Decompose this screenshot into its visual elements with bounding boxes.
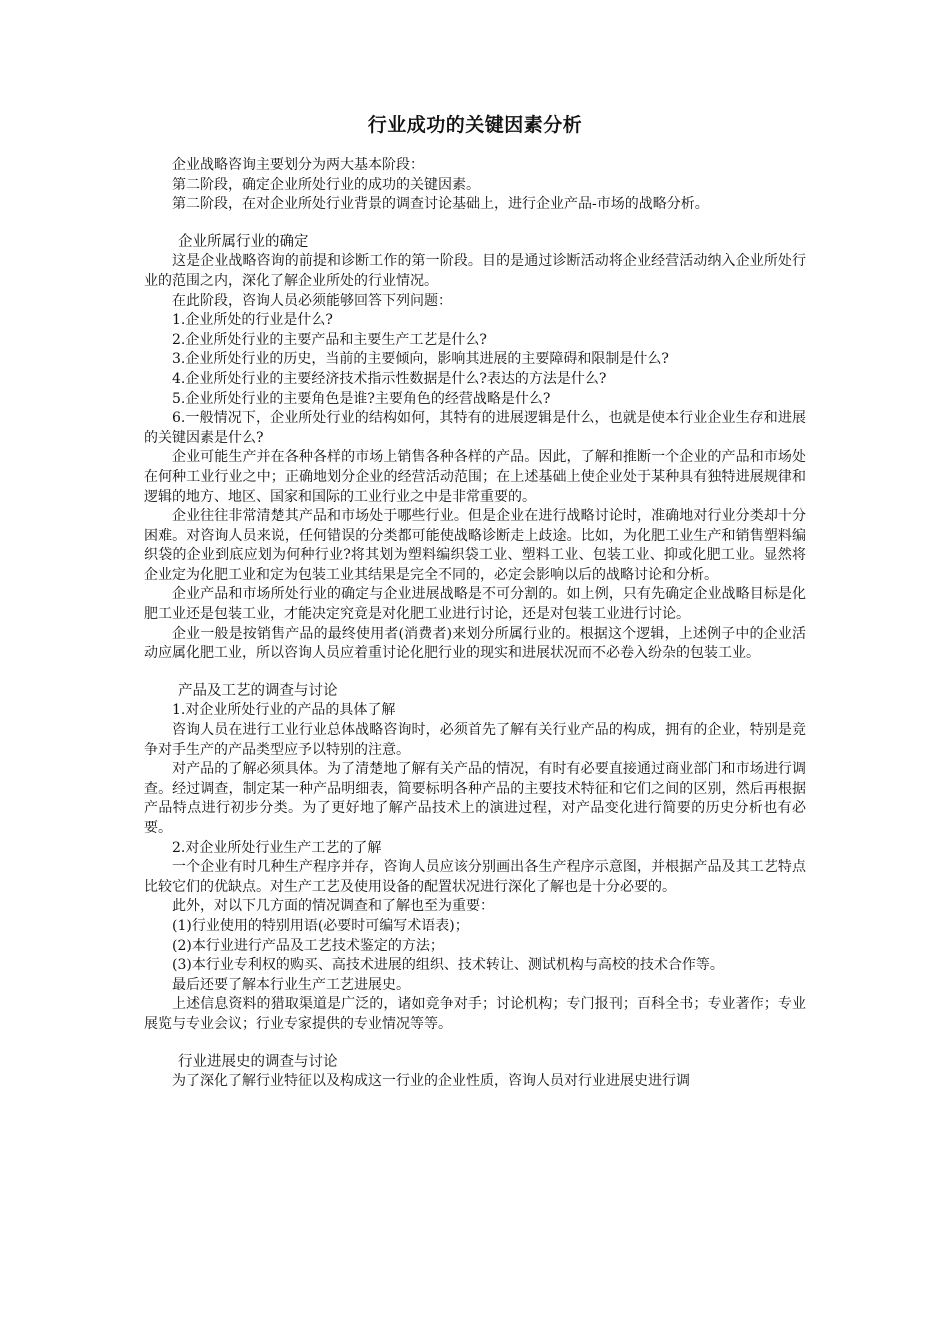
intro-line-2: 第二阶段，确定企业所处行业的成功的关键因素。 <box>172 176 480 193</box>
list-item: (3)本行业专利权的购买、高技术进展的组织、技术转让、测试机构与高校的技术合作等。 <box>172 957 724 974</box>
subheading: 1.对企业所处行业的产品的具体了解 <box>172 702 396 719</box>
paragraph: 此外，对以下几方面的情况调查和了解也至为重要： <box>172 898 494 915</box>
intro-line-3: 第二阶段，在对企业所处行业背景的调查讨论基础上，进行企业产品-市场的战略分析。 <box>172 196 709 213</box>
paragraph: 企业往往非常清楚其产品和市场处于哪些行业。但是企业在进行战略讨论时，准确地对行业分类却十分困难。对咨询人员来说，任何错误的分类都可能使战略诊断走上歧途。比如，为化肥工业生产和销售塑料编织袋的企业到底应划为何种行业?将其划为塑料编织袋工业、塑料工业、包装工业、抑或化肥工业。显然将企业定为化肥工业和定为包装工业其结果是完全不同的，必定会影响以后的战略讨论和分析。 <box>144 508 806 583</box>
section-heading: 企业所属行业的确定 <box>178 233 309 250</box>
paragraph: 为了深化了解行业特征以及构成这一行业的企业性质，咨询人员对行业进展史进行调 <box>172 1073 690 1090</box>
question-item: 4.企业所处行业的主要经济技术指示性数据是什么?表达的方法是什么? <box>172 370 607 387</box>
question-item: 1.企业所处的行业是什么? <box>172 312 333 329</box>
section-industry-definition <box>144 233 806 664</box>
question-item: 3.企业所处行业的历史，当前的主要倾向，影响其进展的主要障碍和限制是什么? <box>172 351 669 368</box>
section-heading: 行业进展史的调查与讨论 <box>178 1053 338 1070</box>
document-page <box>144 112 806 1092</box>
section-product-process <box>144 682 806 1035</box>
document-title: 行业成功的关键因素分析 <box>367 114 583 136</box>
paragraph: 上述信息资料的猎取渠道是广泛的，诸如竞争对手；讨论机构；专门报刊；百科全书；专业著作；专业展览与专业会议；行业专家提供的专业情况等等。 <box>144 996 806 1032</box>
section-industry-history <box>144 1053 806 1092</box>
intro-line-1: 企业战略咨询主要划分为两大基本阶段： <box>172 157 424 173</box>
list-item: (1)行业使用的特别用语(必要时可编写术语表)； <box>172 917 469 934</box>
section-heading: 产品及工艺的调查与讨论 <box>178 682 338 699</box>
paragraph: 对产品的了解必须具体。为了清楚地了解有关产品的情况，有时有必要直接通过商业部门和市场进行调查。经过调查，制定某一种产品明细表，简要标明各种产品的主要技术特征和它们之间的区别，然后再根据产品特点进行初步分类。为了更好地了解产品技术上的演进过程，对产品变化进行简要的历史分析也有必要。 <box>144 761 806 836</box>
paragraph: 最后还要了解本行业生产工艺进展史。 <box>172 976 410 993</box>
paragraph: 一个企业有时几种生产程序并存，咨询人员应该分别画出各生产程序示意图，并根据产品及其工艺特点比较它们的优缺点。对生产工艺及使用设备的配置状况进行深化了解也是十分必要的。 <box>144 859 806 895</box>
paragraph: 这是企业战略咨询的前提和诊断工作的第一阶段。目的是通过诊断活动将企业经营活动纳入企业所处行业的范围之内，深化了解企业所处的行业情况。 <box>144 253 806 289</box>
paragraph: 企业一般是按销售产品的最终使用者(消费者)来划分所属行业的。根据这个逻辑，上述例子中的企业活动应属化肥工业，所以咨询人员应着重讨论化肥行业的现实和进展状况而不必卷入纷杂的包装工业。 <box>144 625 806 662</box>
paragraph: 企业可能生产并在各种各样的市场上销售各种各样的产品。因此，了解和推断一个企业的产品和市场处在何种工业行业之中；正确地划分企业的经营活动范围；在上述基础上使企业处于某种具有独特进展规律和逻辑的地方、地区、国家和国际的工业行业之中是非常重要的。 <box>144 449 806 505</box>
paragraph: 在此阶段，咨询人员必须能够回答下列问题： <box>172 292 452 309</box>
question-item: 5.企业所处行业的主要角色是谁?主要角色的经营战略是什么? <box>172 390 551 407</box>
question-item: 6.一般情况下，企业所处行业的结构如何，其特有的进展逻辑是什么，也就是使本行业企业生存和进展的关键因素是什么? <box>144 410 806 446</box>
question-item: 2.企业所处行业的主要产品和主要生产工艺是什么? <box>172 331 487 348</box>
paragraph: 企业产品和市场所处行业的确定与企业进展战略是不可分割的。如上例，只有先确定企业战略目标是化肥工业还是包装工业，才能决定究竟是对化肥工业进行讨论，还是对包装工业进行讨论。 <box>144 586 806 623</box>
subheading: 2.对企业所处行业生产工艺的了解 <box>172 839 382 856</box>
list-item: (2)本行业进行产品及工艺技术鉴定的方法； <box>172 937 444 954</box>
paragraph: 咨询人员在进行工业行业总体战略咨询时，必须首先了解有关行业产品的构成，拥有的企业，特别是竞争对手生产的产品类型应予以特别的注意。 <box>144 722 806 758</box>
